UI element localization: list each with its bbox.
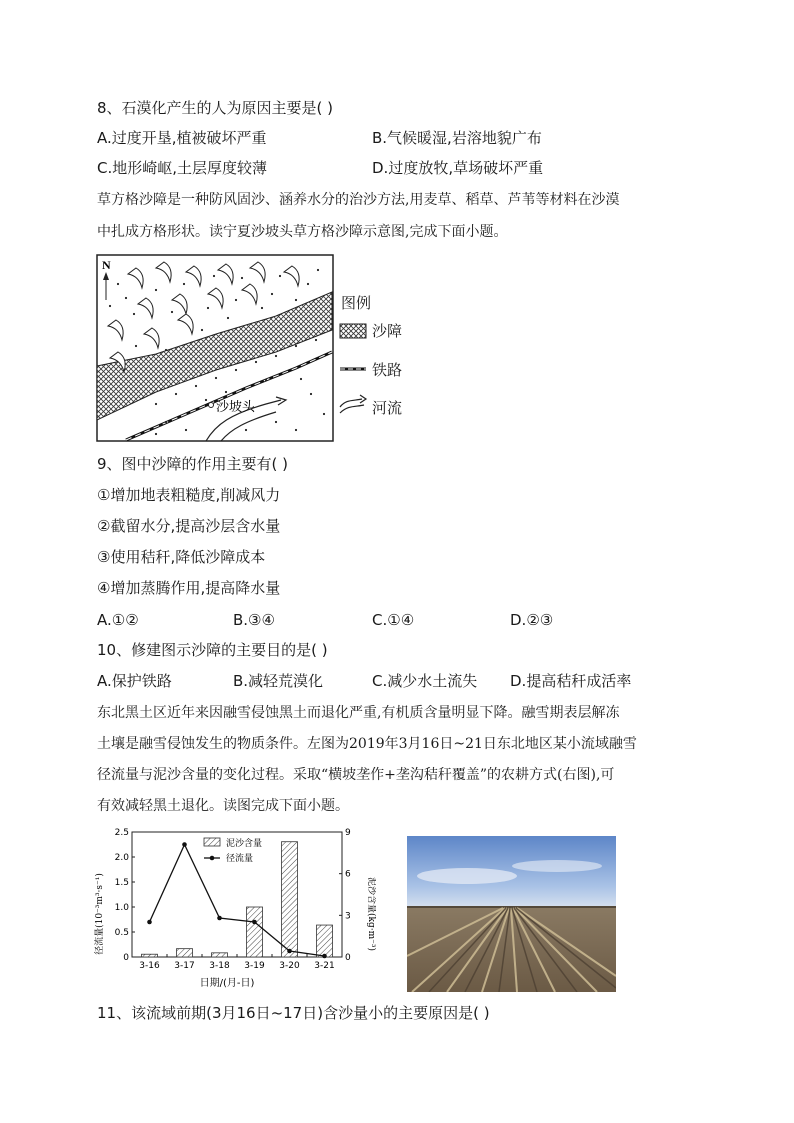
sand-barrier-map: [96, 254, 336, 444]
runoff-point: [147, 920, 152, 925]
legend-sand-barrier-swatch: [340, 324, 366, 338]
q8-option-d: D.过度放牧,草场破坏严重: [372, 159, 544, 177]
sediment-bar: [142, 954, 158, 957]
sediment-bar: [317, 925, 333, 957]
q9-statement-1: ①增加地表粗糙度,削减风力: [97, 486, 281, 504]
x-tick-label: 3-20: [279, 961, 300, 971]
y-axis-right-label: 泥沙含量(kg·m⁻³): [366, 877, 376, 951]
runoff-point: [287, 949, 292, 954]
q8-option-b: B.气候暖湿,岩溶地貌广布: [372, 129, 542, 147]
q9-statement-2: ②截留水分,提高沙层含水量: [97, 517, 281, 535]
q10-stem: 10、修建图示沙障的主要目的是( ): [97, 641, 328, 659]
legend-sand-barrier-label: 沙障: [372, 322, 403, 340]
runoff-point: [217, 916, 222, 921]
y-left-tick-label: 2.0: [114, 853, 129, 863]
y-left-tick-label: 0: [123, 953, 129, 963]
intro2-line-2: 土壤是融雪侵蚀发生的物质条件。左图为2019年3月16日~21日东北地区某小流域融雪: [97, 736, 637, 752]
runoff-point: [252, 920, 257, 925]
y-right-tick-label: 6: [345, 869, 351, 880]
sediment-bar: [177, 949, 193, 957]
intro1-line-2: 中扎成方格形状。读宁夏沙坡头草方格沙障示意图,完成下面小题。: [97, 224, 508, 240]
plot-frame: [132, 832, 342, 957]
q8-option-a: A.过度开垦,植被破坏严重: [97, 129, 267, 147]
sediment-bar: [212, 953, 228, 957]
y-left-tick-label: 1.5: [114, 878, 129, 888]
runoff-sediment-chart: [92, 826, 376, 992]
intro1-line-1: 草方格沙障是一种防风固沙、涵养水分的治沙方法,用麦草、稻草、芦苇等材料在沙漠: [97, 192, 620, 208]
y-left-tick-label: 1.0: [114, 903, 129, 913]
legend-railway-label: 铁路: [372, 361, 403, 379]
x-axis-label: 日期/(月-日): [199, 978, 255, 989]
legend-river-label: 河流: [372, 399, 403, 417]
legend-runoff-label: 径流量: [226, 854, 254, 864]
y-left-tick-label: 2.5: [114, 828, 129, 838]
q11-stem: 11、该流域前期(3月16日~17日)含沙量小的主要原因是( ): [97, 1004, 490, 1022]
y-right-tick-label: 3: [345, 911, 351, 922]
town-marker: [209, 403, 214, 408]
q9-option-a: A.①②: [97, 611, 139, 629]
town-label: 沙坡头: [216, 400, 256, 415]
q8-stem: 8、石漠化产生的人为原因主要是( ): [97, 99, 334, 117]
q9-statement-4: ④增加蒸腾作用,提高降水量: [97, 579, 281, 597]
legend-runoff-marker: [210, 856, 215, 861]
x-tick-label: 3-19: [244, 961, 265, 971]
intro2-line-3: 径流量与泥沙含量的变化过程。采取“横坡垄作+垄沟秸秆覆盖”的农耕方式(右图),可: [97, 767, 615, 783]
q10-option-c: C.减少水土流失: [372, 672, 478, 690]
intro2-line-1: 东北黑土区近年来因融雪侵蚀黑土而退化严重,有机质含量明显下降。融雪期表层解冻: [97, 705, 620, 721]
y-left-tick-label: 0.5: [114, 928, 129, 938]
q10-option-b: B.减轻荒漠化: [233, 672, 324, 690]
y-axis-left-label: 径流量(10⁻³m³·s⁻¹): [95, 873, 105, 955]
q9-option-d: D.②③: [510, 611, 554, 629]
q9-option-b: B.③④: [233, 611, 275, 629]
q9-option-c: C.①④: [372, 611, 415, 629]
legend-symbols: [336, 321, 370, 417]
sediment-bar: [247, 907, 263, 957]
legend-sediment-label: 泥沙含量: [226, 839, 263, 849]
x-tick-label: 3-18: [209, 961, 230, 971]
intro2-line-4: 有效减轻黑土退化。读图完成下面小题。: [97, 798, 349, 814]
x-tick-label: 3-21: [314, 961, 335, 971]
q8-option-c: C.地形崎岖,土层厚度较薄: [97, 159, 268, 177]
y-right-tick-label: 0: [345, 953, 351, 963]
x-tick-label: 3-16: [139, 961, 160, 971]
sediment-bar: [282, 842, 298, 957]
runoff-point: [182, 842, 187, 847]
legend-title: 图例: [341, 294, 372, 312]
y-right-tick-label: 9: [345, 828, 351, 838]
legend-sediment-swatch: [204, 838, 220, 846]
field-photo: [407, 836, 616, 992]
q9-stem: 9、图中沙障的作用主要有( ): [97, 455, 289, 473]
q9-statement-3: ③使用秸秆,降低沙障成本: [97, 548, 266, 566]
legend-river-symbol: [340, 395, 366, 413]
q10-option-d: D.提高秸秆成活率: [510, 672, 632, 690]
north-label: N: [102, 258, 111, 272]
x-tick-label: 3-17: [174, 961, 195, 971]
q10-option-a: A.保护铁路: [97, 672, 172, 690]
runoff-point: [322, 954, 327, 959]
